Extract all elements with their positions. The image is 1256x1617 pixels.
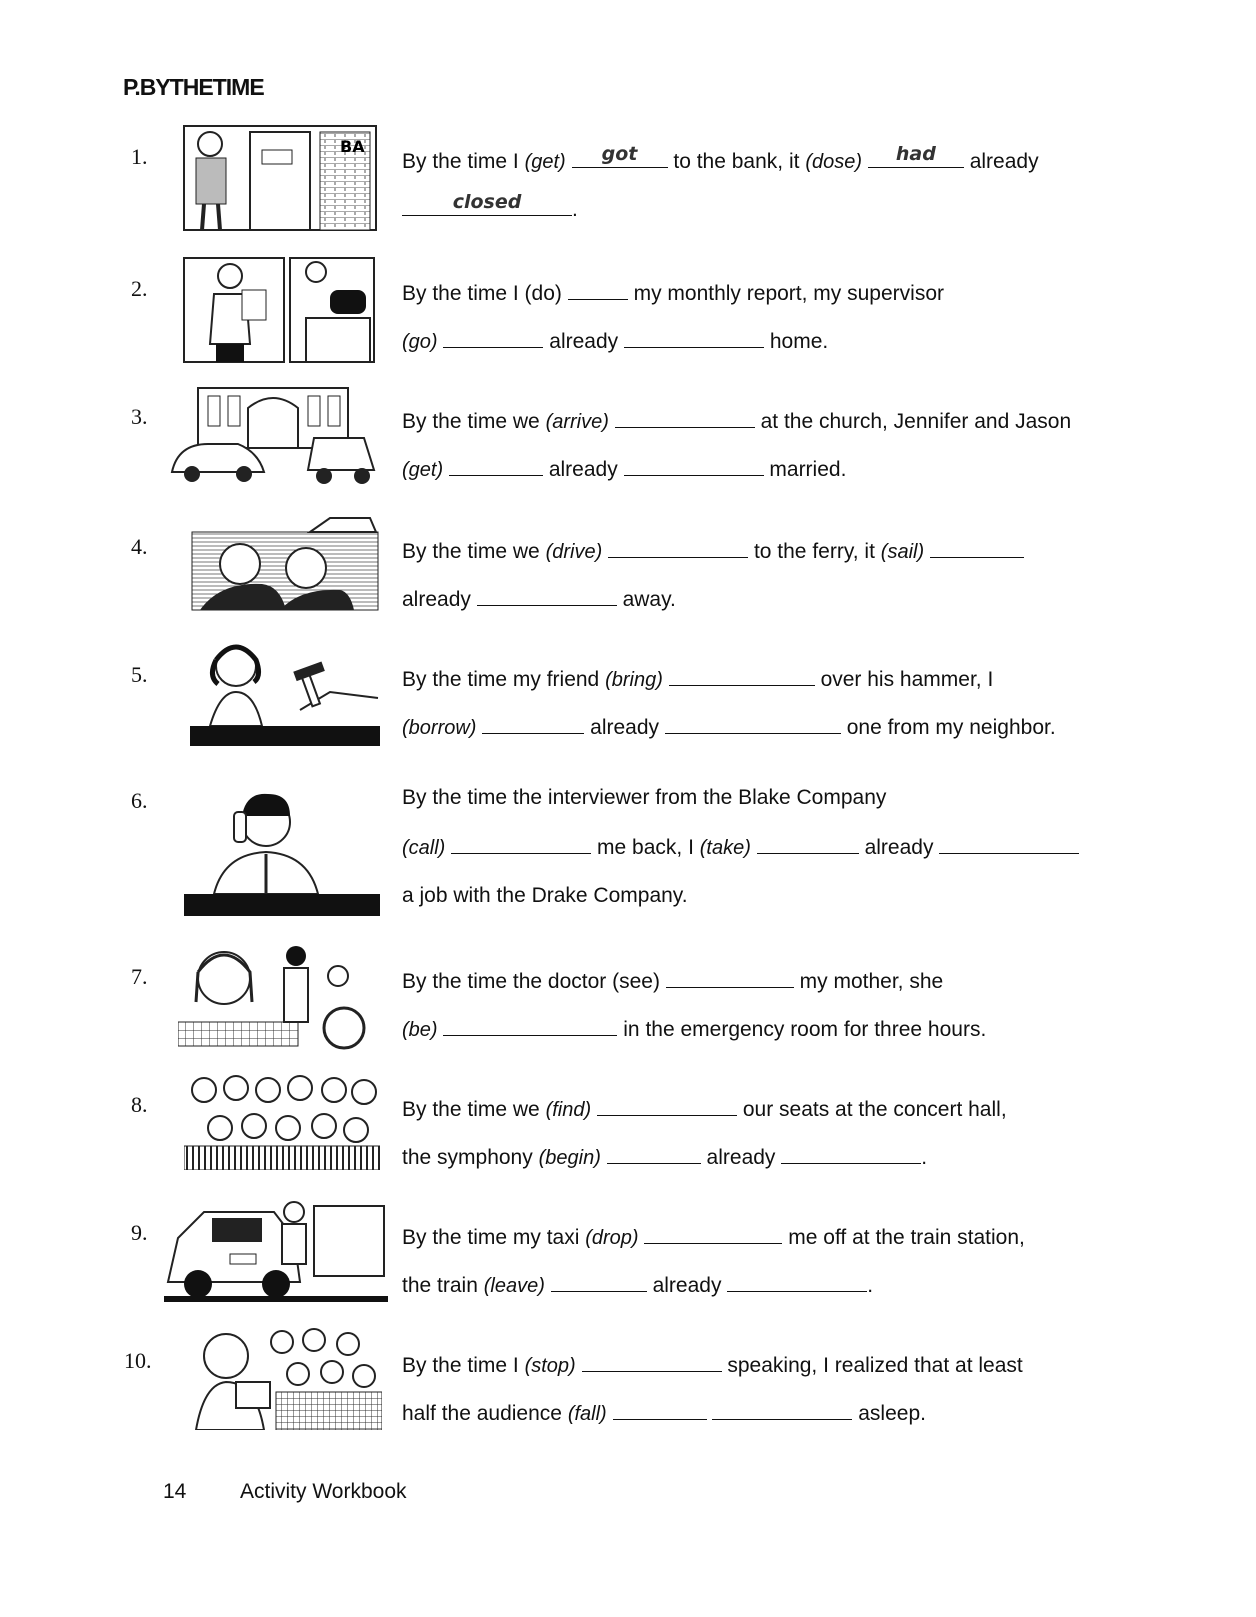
item-number: 10. [124, 1348, 152, 1373]
sentence-line-2: (go) already home. [402, 330, 829, 353]
answer-blank[interactable] [613, 1401, 707, 1420]
sentence-line-2: already away. [402, 588, 676, 611]
item-number: 6. [131, 788, 148, 813]
answer-blank[interactable] [781, 1145, 921, 1164]
answer-blank[interactable] [449, 457, 543, 476]
exercise-item-10 [0, 1326, 1256, 1446]
section-title: P.BYTHETIME [123, 74, 264, 100]
item-number: 5. [131, 662, 148, 687]
exercise-item-3 [0, 382, 1256, 502]
answer-blank[interactable] [930, 539, 1024, 558]
answer-blank[interactable]: had [868, 149, 964, 168]
sentence-line-2: closed . [402, 197, 578, 222]
bank-sign-icon: BA [340, 137, 365, 156]
page-number: 14 [163, 1480, 187, 1503]
exercise-item-6 [0, 766, 1256, 907]
answer-blank[interactable] [939, 835, 1079, 854]
answer-blank[interactable] [624, 457, 764, 476]
item-number: 4. [131, 534, 148, 559]
answer-blank[interactable] [608, 539, 748, 558]
answer-blank[interactable] [482, 715, 584, 734]
answer-blank[interactable] [712, 1401, 852, 1420]
sentence-line-1: By the time I (stop) speaking, I realized that at least [402, 1354, 1023, 1377]
exercise-item-4 [0, 512, 1256, 632]
sentence-line-1: By the time I (get) got to the bank, it (dose) had already [402, 143, 1039, 173]
item-number: 9. [131, 1220, 148, 1245]
answer-blank[interactable] [568, 281, 628, 300]
answer-blank[interactable] [451, 835, 591, 854]
people-driving-to-ferry-icon [190, 512, 380, 612]
sentence-line-2: half the audience (fall) asleep. [402, 1402, 926, 1425]
sentence-line-1: By the time we (drive) to the ferry, it (sail) [402, 539, 1024, 564]
sentence-line-1: By the time the doctor (see) my mother, she [402, 970, 944, 993]
sentence-line-1: By the time my friend (bring) over his hammer, I [402, 668, 994, 691]
sentence-line-2: the symphony (begin) already . [402, 1146, 928, 1169]
sentence-line-2: (be) in the emergency room for three hours. [402, 1018, 987, 1041]
person-at-closed-bank-icon [180, 122, 380, 234]
speaker-and-audience-icon [186, 1326, 382, 1430]
answer-blank[interactable] [757, 835, 859, 854]
answer-blank[interactable] [597, 1097, 737, 1116]
woman-with-report-icon [180, 254, 380, 366]
exercise-item-1 [0, 122, 1256, 242]
cars-at-church-icon [168, 382, 380, 494]
answer-blank[interactable]: got [572, 149, 668, 168]
item-number: 7. [131, 964, 148, 989]
answer-blank[interactable]: closed [402, 197, 572, 216]
item-number: 2. [131, 276, 148, 301]
sentence-line-1: By the time we (arrive) at the church, Jennifer and Jason [402, 410, 1072, 433]
taxi-at-station-icon [164, 1198, 388, 1302]
book-title: Activity Workbook [240, 1480, 407, 1503]
man-on-phone-icon [184, 782, 380, 916]
answer-blank[interactable] [443, 1017, 617, 1036]
answer-blank[interactable] [644, 1225, 782, 1244]
concert-audience-icon [184, 1070, 380, 1170]
sentence-line-2: (get) already married. [402, 458, 847, 481]
sentence-line-2: the train (leave) already . [402, 1274, 874, 1297]
answer-blank[interactable] [582, 1353, 722, 1372]
exercise-item-9 [0, 1198, 1256, 1318]
exercise-item-8 [0, 1070, 1256, 1190]
sentence-line-1: By the time the interviewer from the Blake Company [402, 786, 887, 809]
exercise-item-7 [0, 942, 1256, 1062]
sentence-line-2: (borrow) already one from my neighbor. [402, 716, 1056, 739]
answer-blank[interactable] [727, 1273, 867, 1292]
answer-blank[interactable] [477, 587, 617, 606]
sentence-line-3: a job with the Drake Company. [402, 884, 688, 907]
friend-with-hammer-icon [190, 640, 380, 746]
sentence-line-1: By the time we (find) our seats at the concert hall, [402, 1098, 1007, 1121]
answer-blank[interactable] [607, 1145, 701, 1164]
answer-blank[interactable] [669, 667, 815, 686]
answer-blank[interactable] [443, 329, 543, 348]
sentence-line-1: By the time I (do) my monthly report, my supervisor [402, 282, 944, 305]
answer-blank[interactable] [666, 969, 794, 988]
answer-blank[interactable] [665, 715, 841, 734]
answer-blank[interactable] [551, 1273, 647, 1292]
doctor-and-patient-icon [178, 942, 380, 1050]
answer-blank[interactable] [624, 329, 764, 348]
item-number: 1. [131, 144, 148, 169]
item-number: 3. [131, 404, 148, 429]
sentence-line-2: (call) me back, I (take) already [402, 835, 1079, 860]
answer-blank[interactable] [615, 409, 755, 428]
exercise-item-2 [0, 254, 1256, 374]
sentence-line-1: By the time my taxi (drop) me off at the train station, [402, 1226, 1025, 1249]
item-number: 8. [131, 1092, 148, 1117]
exercise-item-5 [0, 640, 1256, 760]
